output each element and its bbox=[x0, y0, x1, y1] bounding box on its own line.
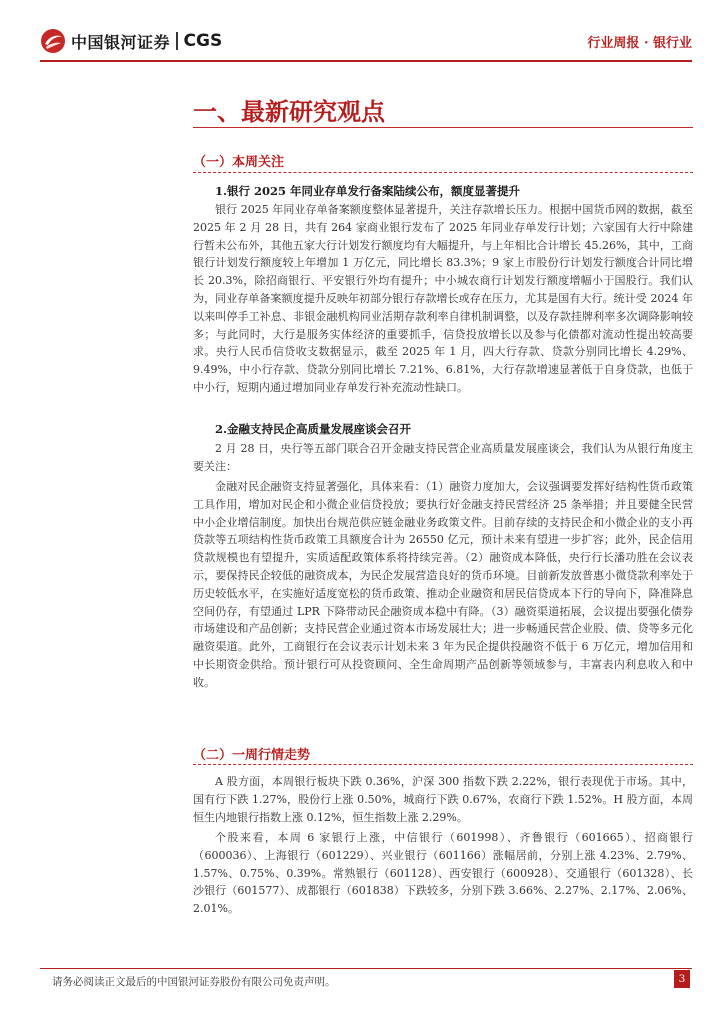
subsection-divider bbox=[193, 172, 693, 173]
disclaimer-text: 请务必阅读正文最后的中国银河证券股份有限公司免责声明。 bbox=[52, 976, 336, 988]
brand-name-cn: 中国银河证券 bbox=[71, 32, 171, 52]
paragraph-cd-issuance: 银行 2025 年同业存单备案额度整体显著提升，关注存款增长压力。根据中国货币网的数据，截至 2025 年 2 月 28 日，共有 264 家商业银行发布了 2025 年同业存单发行计划；六家国有大行中除建行暂未公布外，其他五家大行计划发行额度均有大幅提升，与上年相比合计增长 45.26%，其中，工商银行计划发行额度较上年增加 1 万亿元，同比增长 83.3%；9 家上市股份行计划发行额度合计同比增长 20.3%，除招商银行、平安银行外均有提升；中小城农商行计划发行额度增幅小于国股行。我们认为，同业存单备案额度提升反映年初部分银行存款增长或存在压力，尤其是国有大行。统计受 2024 年以来叫停手工补息、非银金融机构同业活期存款利率自律机制调整，以及存款挂牌利率多次调降影响较多；与此同时，大行是服务实体经济的重要抓手，信贷投放增长以及参与化债都对流动性提出较高要求。央行人民币信贷收支数据显示，截至 2025 年 1 月，四大行存款、贷款分别同比增长 4.29%、9.49%，中小行存款、贷款分别同比增长 7.21%、6.81%，大行存款增速显著低于自身贷款，也低于中小行，短期内通过增加同业存单发行补充流动性缺口。 bbox=[193, 203, 693, 394]
footer-divider bbox=[40, 968, 692, 969]
page-header bbox=[40, 26, 692, 56]
subsection-title-market: （二）一周行情走势 bbox=[193, 748, 311, 763]
paragraph-financing-support: 金融对民企融资支持显著强化，具体来看：（1）融资力度加大，会议强调要发挥好结构性货币政策工具作用，增加对民企和小微企业信贷投放；要执行好金融支持民营经济 25 条举措；并且要健全民营中小企业增信制度。加快出台规范供应链金融业务政策文件。目前存续的支持民企和小微企业的支小再贷款等五项结构性货币政策工具额度合计为 26550 亿元，预计未来有望进一步扩容；此外，民企信用贷款规模也有望提升，实质适配政策体系将持续完善。（2）融资成本降低，央行行长潘功胜在会议表示，要保持民企较低的融资成本，为民企发展营造良好的货币环境。目前新发放普惠小微贷款利率处于历史较低水平，在实施好适度宽松的货币政策、推动企业融资和居民信贷成本下行的导向下，降准降息空间仍存，有望通过 LPR 下降带动民企融资成本稳中有降。（3）融资渠道拓展，会议提出要强化债券市场建设和产品创新；支持民营企业通过资本市场发展壮大；进一步畅通民营企业股、债、贷等多元化融资渠道。此外，工商银行在会议表示计划未来 3 年为民企提供投融资不低于 6 万亿元，增加信用和中长期资金供给。预计银行可从投资顾问、全生命周期产品创新等领域参与，丰富表内利息收入和中收。 bbox=[193, 480, 693, 689]
subsection-title-focus: （一）本周关注 bbox=[193, 155, 285, 170]
header-divider bbox=[40, 60, 692, 62]
brand-logo bbox=[40, 26, 222, 56]
paragraph-stock-performance: 个股来看，本周 6 家银行上涨，中信银行（601998）、齐鲁银行（601665）、招商银行（600036）、上海银行（601229）、兴业银行（601166）涨幅居前，分别上涨 4.23%、2.79%、1.57%、0.75%、0.39%。常熟银行（601128）、西安银行（600928）、交通银行（601328）、长沙银行（601577）、成都银行（601838）下跌较多，分别下跌 3.66%、2.27%、2.17%、2.06%、2.01%。 bbox=[193, 831, 693, 916]
logo-divider bbox=[176, 32, 178, 50]
page-number: 3 bbox=[674, 970, 690, 988]
subsection-divider bbox=[193, 764, 693, 765]
paragraph-meeting-intro: 2 月 28 日，央行等五部门联合召开金融支持民营企业高质量发展座谈会，我们认为从银行角度主要关注： bbox=[193, 442, 693, 473]
galaxy-logo-icon bbox=[40, 28, 66, 54]
report-type: 行业周报 · 银行业 bbox=[587, 36, 692, 51]
section-title-underline bbox=[193, 127, 693, 128]
topic-title-cd-issuance: 1.银行 2025 年同业存单发行备案陆续公布，额度显著提升 bbox=[215, 184, 521, 198]
paragraph-market-overview: A 股方面，本周银行板块下跌 0.36%，沪深 300 指数下跌 2.22%，银行表现优于市场。其中，国有行下跌 1.27%，股份行上涨 0.50%，城商行下跌 0.67%，农商行下跌 1.52%。H 股方面，本周恒生内地银行指数上涨 0.12%，恒生指数上涨 2.29%。 bbox=[193, 775, 693, 824]
brand-name-en: CGS bbox=[183, 31, 223, 51]
topic-title-private-enterprise: 2.金融支持民企高质量发展座谈会召开 bbox=[215, 422, 412, 436]
section-title: 一、最新研究观点 bbox=[193, 97, 385, 126]
